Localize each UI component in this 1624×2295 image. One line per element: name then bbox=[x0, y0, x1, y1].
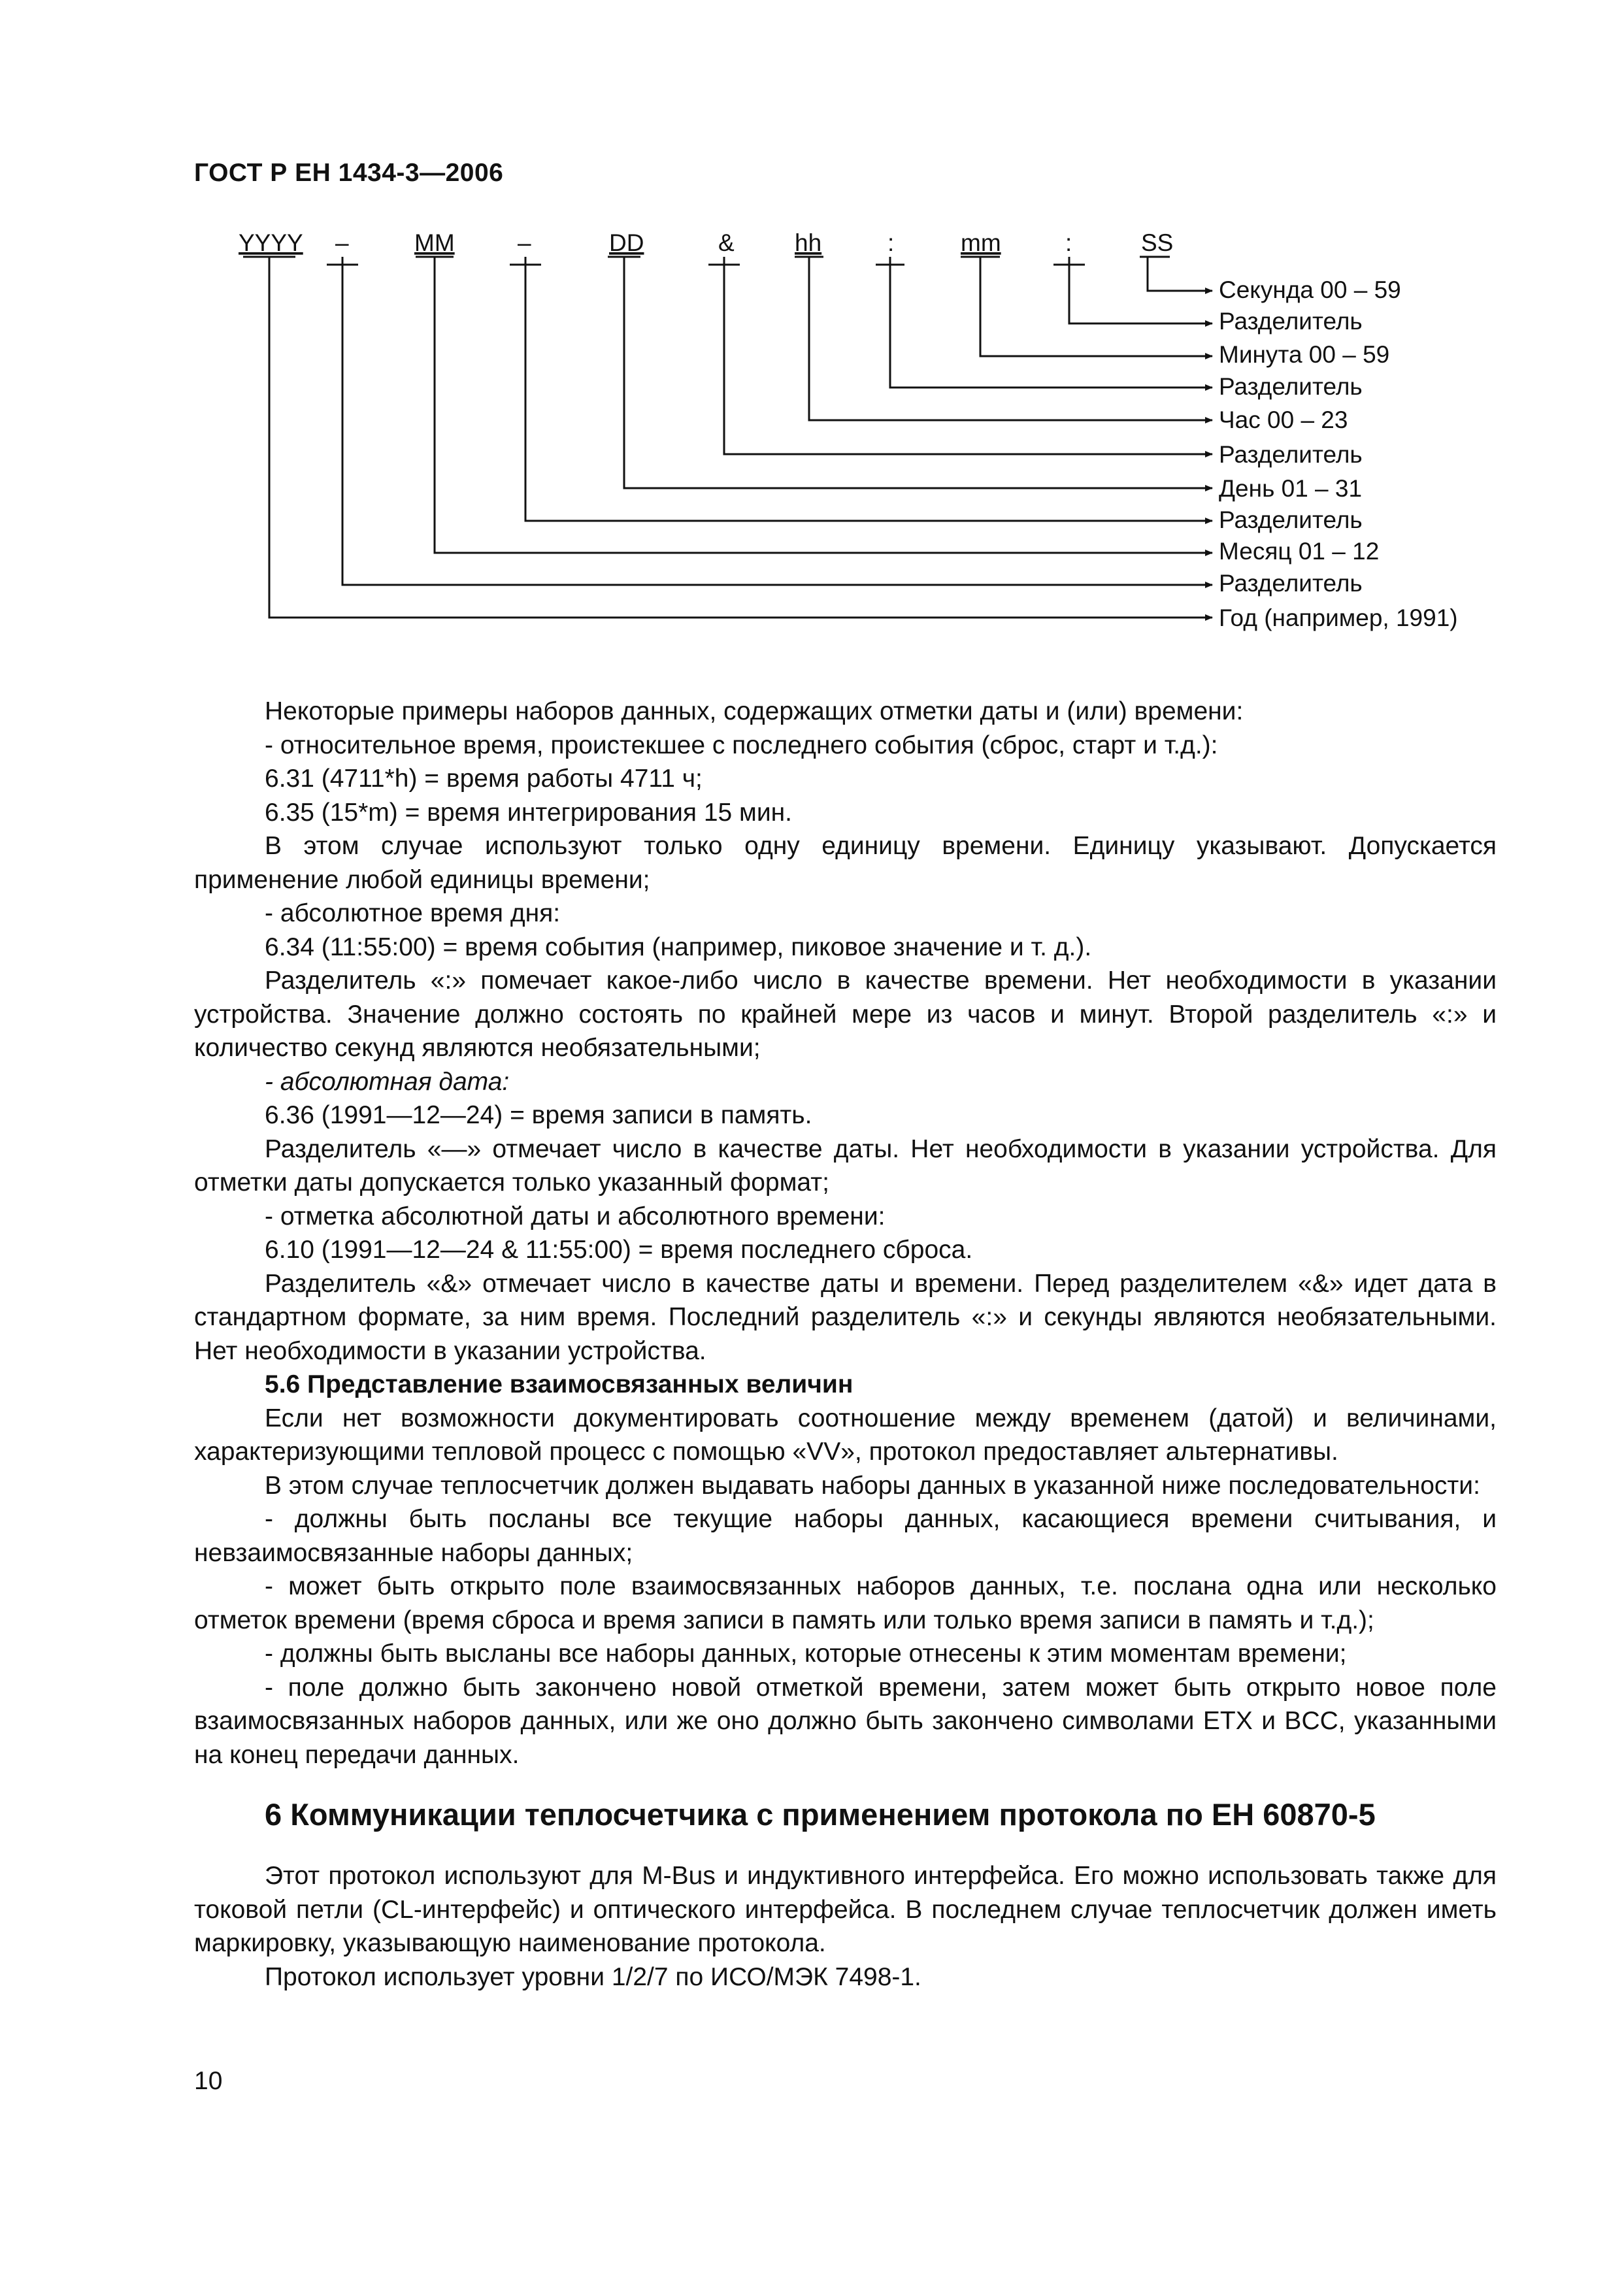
paragraph: Если нет возможности документировать соотношение между временем (датой) и величинами, характеризующими тепловой процесс с помощью «VV», протокол предоставляет альтернативы. bbox=[194, 1404, 1497, 1466]
paragraph: Разделитель «&» отмечает число в качестве даты и времени. Перед разделителем «&» идет дата в стандартном формате, за ним время. Последний разделитель «:» и секунды являются необязательными. Нет необходимости в указании устройства. bbox=[194, 1269, 1497, 1365]
list-item: - может быть открыто поле взаимосвязанных наборов данных, т.е. послана одна или несколько отметок времени (время сброса и время записи в память или только время записи в память и т.д.); bbox=[194, 1572, 1497, 1634]
list-item: - должны быть высланы все наборы данных, которые отнесены к этим моментам времени; bbox=[265, 1640, 1347, 1668]
connector-month bbox=[435, 257, 1212, 553]
connector-sep-3 bbox=[724, 265, 1212, 454]
list-item: - должны быть посланы все текущие наборы данных, касающиеся времени считывания, и невзаимосвязанные наборы данных; bbox=[194, 1505, 1497, 1567]
field-hour: hh bbox=[795, 229, 822, 256]
list-item: - абсолютная дата: bbox=[265, 1067, 510, 1096]
field-year: YYYY bbox=[239, 229, 303, 256]
paragraph: Протокол использует уровни 1/2/7 по ИСО/МЭК 7498-1. bbox=[265, 1962, 921, 1991]
section-heading-6: 6 Коммуникации теплосчетчика с применением протокола по ЕН 60870-5 bbox=[265, 1797, 1376, 1832]
connector-minute bbox=[980, 257, 1212, 356]
field-day: DD bbox=[609, 229, 644, 256]
section-heading-5-6: 5.6 Представление взаимосвязанных величин bbox=[265, 1370, 853, 1398]
example-line: 6.36 (1991—12—24) = время записи в память. bbox=[265, 1101, 812, 1129]
field-sep-4: : bbox=[887, 229, 895, 256]
field-minute: mm bbox=[961, 229, 1001, 256]
datetime-format-diagram bbox=[0, 0, 1624, 653]
label-second: Секунда 00 – 59 bbox=[1219, 276, 1401, 303]
connector-sep-2 bbox=[525, 265, 1212, 521]
example-line: 6.10 (1991—12—24 & 11:55:00) = время последнего сброса. bbox=[265, 1236, 973, 1264]
label-day: День 01 – 31 bbox=[1219, 475, 1363, 502]
paragraph: Разделитель «:» помечает какое-либо число в качестве времени. Нет необходимости в указании устройства. Значение должно состоять по крайней мере из часов и минут. Второй разделитель «:» и количество секунд являются необязательными; bbox=[194, 966, 1497, 1062]
connector-sep-1 bbox=[342, 265, 1212, 585]
paragraph: В этом случае используют только одну единицу времени. Единицу указывают. Допускается применение любой единицы времени; bbox=[194, 832, 1497, 894]
field-sep-1: – bbox=[335, 229, 349, 256]
paragraph: Некоторые примеры наборов данных, содержащих отметки даты и (или) времени: bbox=[265, 697, 1244, 725]
label-hour: Час 00 – 23 bbox=[1219, 406, 1348, 433]
list-item: - абсолютное время дня: bbox=[265, 899, 561, 927]
list-item: - поле должно быть закончено новой отметкой времени, затем может быть открыто новое поле взаимосвязанных наборов данных, или же оно должно быть закончено символами ETX и BCC, указанными на конец передачи данных. bbox=[194, 1673, 1497, 1769]
paragraph: В этом случае теплосчетчик должен выдавать наборы данных в указанной ниже последовательности: bbox=[265, 1471, 1480, 1500]
field-sep-2: – bbox=[518, 229, 531, 256]
label-minute: Минута 00 – 59 bbox=[1219, 341, 1390, 368]
connector-year bbox=[269, 257, 1212, 618]
connector-sep-5 bbox=[1069, 265, 1212, 323]
connector-hour bbox=[809, 257, 1212, 420]
document-body bbox=[194, 695, 1497, 1994]
paragraph: Этот протокол используют для M-Bus и индуктивного интерфейса. Его можно использовать также для токовой петли (CL-интерфейс) и оптического интерфейса. В последнем случае теплосчетчик должен иметь маркировку, указывающую наименование протокола. bbox=[194, 1862, 1497, 1957]
label-month: Месяц 01 – 12 bbox=[1219, 538, 1380, 565]
document-code-header: ГОСТ Р ЕН 1434-3—2006 bbox=[194, 159, 504, 187]
example-line: 6.31 (4711*h) = время работы 4711 ч; bbox=[265, 765, 703, 793]
label-sep-3: Разделитель bbox=[1219, 441, 1363, 468]
label-sep-4: Разделитель bbox=[1219, 373, 1363, 400]
field-sep-3: & bbox=[718, 229, 735, 256]
field-sep-5: : bbox=[1065, 229, 1072, 256]
list-item: - отметка абсолютной даты и абсолютного времени: bbox=[265, 1202, 886, 1230]
example-line: 6.35 (15*m) = время интегрирования 15 мин. bbox=[265, 798, 793, 827]
list-item: - относительное время, проистекшее с последнего события (сброс, старт и т.д.): bbox=[265, 731, 1218, 759]
label-sep-2: Разделитель bbox=[1219, 506, 1363, 533]
label-year: Год (например, 1991) bbox=[1219, 604, 1458, 631]
connector-second bbox=[1148, 257, 1212, 291]
field-month: MM bbox=[414, 229, 455, 256]
label-sep-1: Разделитель bbox=[1219, 570, 1363, 597]
connector-sep-4 bbox=[890, 265, 1212, 388]
label-sep-5: Разделитель bbox=[1219, 308, 1363, 335]
field-second: SS bbox=[1141, 229, 1174, 256]
paragraph: Разделитель «—» отмечает число в качестве даты. Нет необходимости в указании устройства. Для отметки даты допускается только указанный формат; bbox=[194, 1134, 1497, 1197]
example-line: 6.34 (11:55:00) = время события (например, пиковое значение и т. д.). bbox=[265, 933, 1092, 961]
page-number: 10 bbox=[194, 2067, 223, 2095]
